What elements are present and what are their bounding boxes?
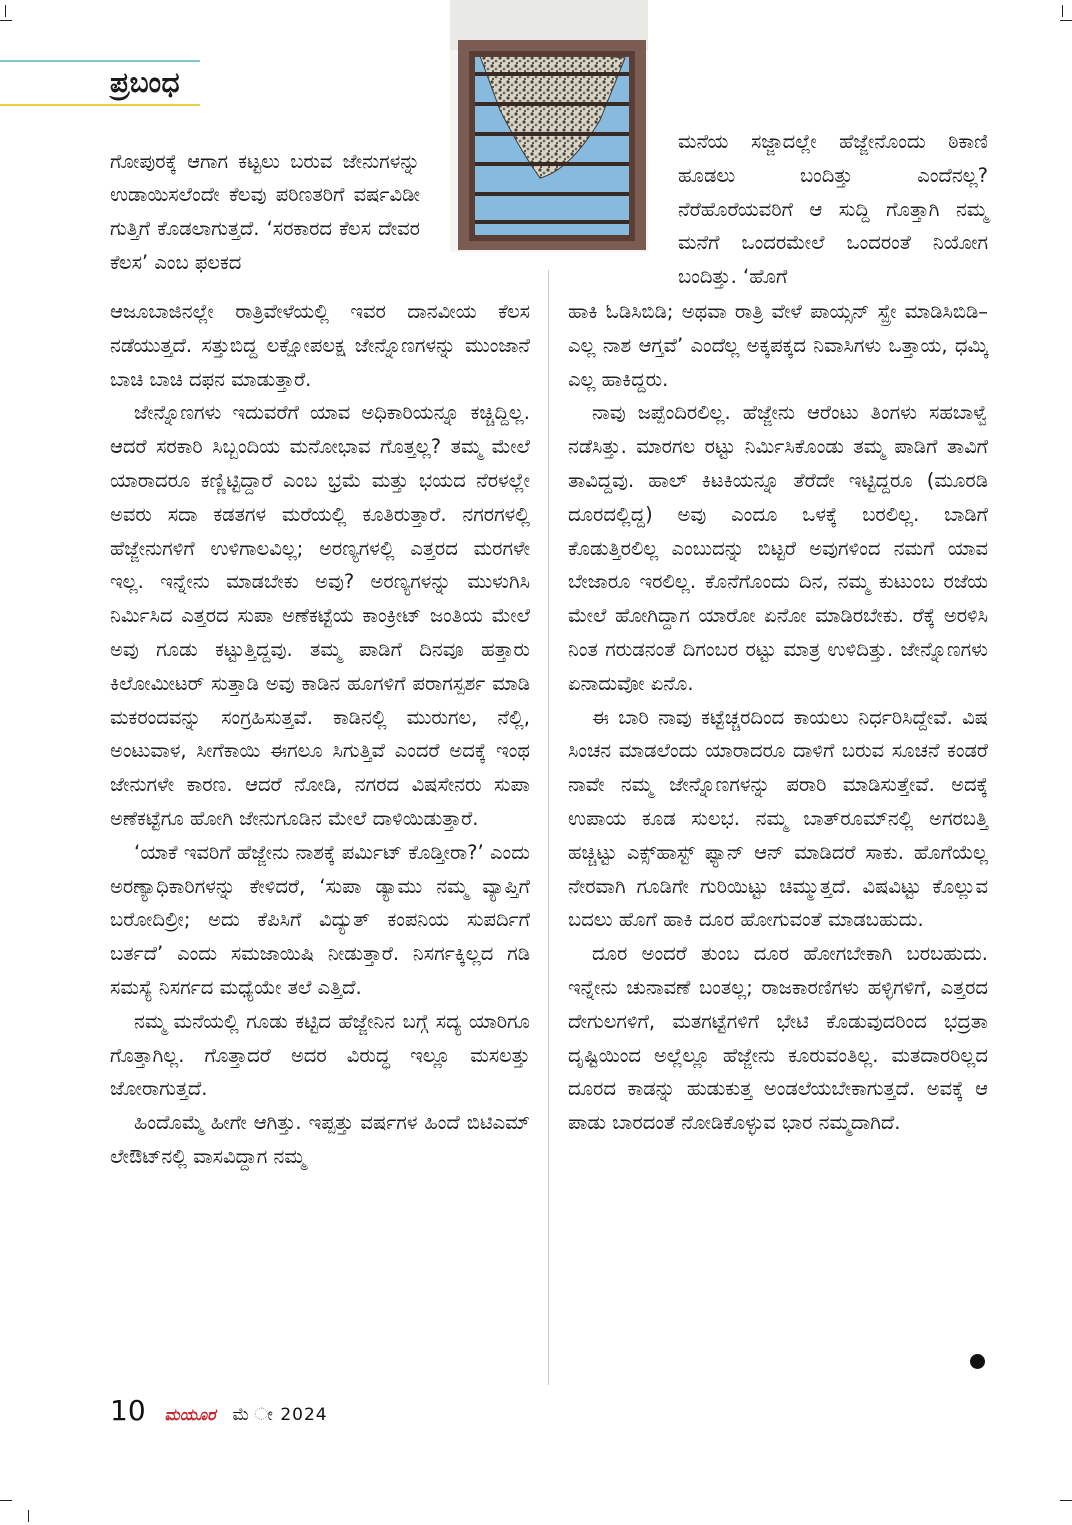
crop-mark — [1060, 1500, 1072, 1501]
column-2-top — [678, 125, 988, 294]
section-rule-teal — [0, 60, 200, 62]
page-footer — [110, 1394, 328, 1427]
paragraph: ಆಜೂಬಾಜಿನಲ್ಲೇ ರಾತ್ರಿವೇಳೆಯಲ್ಲಿ ಇವರ ದಾನವೀಯ ಕೆಲಸ ನಡೆಯುತ್ತದೆ. ಸತ್ತುಬಿದ್ದ ಲಕ್ಷೋಪಲಕ್ಷ ಜೇನ್ನೊಣಗಳನ್ನು ಮುಂಜಾನೆ ಬಾಚಿ ಬಾಚಿ ದಫನ ಮಾಡುತ್ತಾರೆ. — [110, 300, 530, 391]
section-rule-yellow — [0, 104, 200, 106]
paragraph: ಮನೆಯ ಸಜ್ಜಾದಲ್ಲೇ ಹೆಜ್ಜೇನೊಂದು ಠಿಕಾಣಿ ಹೂಡಲು ಬಂದಿತ್ತು ಎಂದೆನಲ್ಲ? ನೆರೆಹೊರೆಯವರಿಗೆ ಆ ಸುದ್ದಿ ಗೊತ್ತಾಗಿ ನಮ್ಮ ಮನೆಗೆ ಒಂದರಮೇಲೆ ಒಂದರಂತೆ ನಿಯೋಗ ಬಂದಿತ್ತು. ‘ಹೊಗೆ — [678, 130, 988, 289]
crop-mark — [0, 20, 12, 21]
paragraph: ಹಿಂದೊಮ್ಮೆ ಹೀಗೇ ಆಗಿತ್ತು. ಇಪ್ಪತ್ತು ವರ್ಷಗಳ ಹಿಂದೆ ಬಿಟಿಎಮ್ ಲೇಔಟ್‌ನಲ್ಲಿ ವಾಸವಿದ್ದಾಗ ನಮ್ಮ — [110, 1111, 530, 1168]
paragraph: ಗೋಪುರಕ್ಕೆ ಆಗಾಗ ಕಟ್ಟಲು ಬರುವ ಜೇನುಗಳನ್ನು ಉಡಾಯಿಸಲೆಂದೇ ಕೆಲವು ಪರಿಣತರಿಗೆ ವರ್ಷವಿಡೀ ಗುತ್ತಿಗೆ ಕೊಡಲಾಗುತ್ತದೆ. ‘ಸರಕಾರದ ಕೆಲಸ ದೇವರ ಕೆಲಸ’ ಎಂಬ ಫಲಕದ — [110, 149, 420, 274]
paragraph: ನಾವು ಜಪ್ಪೆಂದಿರಲಿಲ್ಲ. ಹೆಜ್ಜೇನು ಆರೆಂಟು ತಿಂಗಳು ಸಹಬಾಳ್ವೆ ನಡೆಸಿತ್ತು. ಮಾರಗಲ ರಟ್ಟು ನಿರ್ಮಿಸಿಕೊಂಡು ತಮ್ಮ ಪಾಡಿಗೆ ತಾವಿಗೆ ತಾವಿದ್ದವು. ಹಾಲ್ ಕಿಟಕಿಯನ್ನೂ ತೆರೆದೇ ಇಟ್ಟಿದ್ದರೂ (ಮೂರಡಿ ದೂರದಲ್ಲಿದ್ದ) ಅವು ಎಂದೂ ಒಳಕ್ಕೆ ಬರಲಿಲ್ಲ. ಬಾಡಿಗೆ ಕೊಡುತ್ತಿರಲಿಲ್ಲ ಎಂಬುದನ್ನು ಬಿಟ್ಟರೆ ಅವುಗಳಿಂದ ನಮಗೆ ಯಾವ ಬೇಜಾರೂ ಇರಲಿಲ್ಲ. ಕೊನೆಗೊಂದು ದಿನ, ನಮ್ಮ ಕುಟುಂಬ ರಜೆಯ ಮೇಲೆ ಹೋಗಿದ್ದಾಗ ಯಾರೋ ಏನೋ ಮಾಡಿರಬೇಕು. ರೆಕ್ಕೆ ಅರಳಿಸಿ ನಿಂತ ಗರುಡನಂತೆ ದಿಗಂಬರ ರಟ್ಟು ಮಾತ್ರ ಉಳಿದಿತ್ತು. ಜೇನ್ನೊಣಗಳು ಏನಾದುವೋ ಏನೊ. — [568, 401, 988, 695]
paragraph: ಈ ಬಾರಿ ನಾವು ಕಟ್ಟೆಚ್ಚರದಿಂದ ಕಾಯಲು ನಿರ್ಧರಿಸಿದ್ದೇವೆ. ವಿಷ ಸಿಂಚನ ಮಾಡಲೆಂದು ಯಾರಾದರೂ ದಾಳಿಗೆ ಬರುವ ಸೂಚನೆ ಕಂಡರೆ ನಾವೇ ನಮ್ಮ ಜೇನ್ನೊಣಗಳನ್ನು ಪರಾರಿ ಮಾಡಿಸುತ್ತೇವೆ. ಅದಕ್ಕೆ ಉಪಾಯ ಕೂಡ ಸುಲಭ. ನಮ್ಮ ಬಾತ್‌ರೂಮ್‌ನಲ್ಲಿ ಅಗರಬತ್ತಿ ಹಚ್ಚಿಟ್ಟು ಎಕ್ಸ್‌ಹಾಸ್ಟ್ ಫ್ಯಾನ್ ಆನ್ ಮಾಡಿದರೆ ಸಾಕು. ಹೊಗೆಯೆಲ್ಲ ನೇರವಾಗಿ ಗೂಡಿಗೇ ಗುರಿಯಿಟ್ಟು ಚಿಮ್ಮುತ್ತದೆ. ವಿಷವಿಟ್ಟು ಕೊಲ್ಲುವ ಬದಲು ಹೊಗೆ ಹಾಕಿ ದೂರ ಹೋಗುವಂತೆ ಮಾಡಬಹುದು. — [568, 705, 988, 932]
magazine-brand: ಮಯೂರ — [164, 1405, 216, 1424]
paragraph: ಹಾಕಿ ಓಡಿಸಿಬಿಡಿ; ಅಥವಾ ರಾತ್ರಿ ವೇಳೆ ಪಾಯ್ಸನ್ ಸ್ಪ್ರೇ ಮಾಡಿಸಿಬಿಡಿ– ಎಲ್ಲ ನಾಶ ಆಗ್ತವೆ’ ಎಂದೆಲ್ಲ ಅಕ್ಕಪಕ್ಕದ ನಿವಾಸಿಗಳು ಒತ್ತಾಯ, ಧಮ್ಕಿ ಎಲ್ಲ ಹಾಕಿದ್ದರು. — [568, 300, 988, 391]
crop-mark — [1062, 5, 1063, 17]
section-title: ಪ್ರಬಂಧ — [110, 66, 181, 99]
paragraph: ನಮ್ಮ ಮನೆಯಲ್ಲಿ ಗೂಡು ಕಟ್ಟಿದ ಹೆಜ್ಜೇನಿನ ಬಗ್ಗೆ ಸದ್ಯ ಯಾರಿಗೂ ಗೊತ್ತಾಗಿಲ್ಲ. ಗೊತ್ತಾದರೆ ಅದರ ವಿರುದ್ಧ ಇಲ್ಲೂ ಮಸಲತ್ತು ಜೋರಾಗುತ್ತದೆ. — [110, 1009, 530, 1101]
crop-mark — [5, 5, 6, 17]
beehive-window-illustration — [450, 0, 648, 252]
crop-mark — [0, 1500, 12, 1501]
page-number: 10 — [110, 1394, 146, 1427]
paragraph: ಜೇನ್ನೊಣಗಳು ಇದುವರೆಗೆ ಯಾವ ಅಧಿಕಾರಿಯನ್ನೂ ಕಚ್ಚಿದ್ದಿಲ್ಲ. ಆದರೆ ಸರಕಾರಿ ಸಿಬ್ಬಂದಿಯ ಮನೋಭಾವ ಗೊತ್ತಲ್ಲ? ತಮ್ಮ ಮೇಲೆ ಯಾರಾದರೂ ಕಣ್ಣಿಟ್ಟಿದ್ದಾರೆ ಎಂಬ ಭ್ರಮೆ ಮತ್ತು ಭಯದ ನೆರಳಲ್ಲೇ ಅವರು ಸದಾ ಕಡತಗಳ ಮರೆಯಲ್ಲಿ ಕೂತಿರುತ್ತಾರೆ. ನಗರಗಳಲ್ಲಿ ಹೆಜ್ಜೇನುಗಳಿಗೆ ಉಳಿಗಾಲವಿಲ್ಲ; ಅರಣ್ಯಗಳಲ್ಲಿ ಎತ್ತರದ ಮರಗಳೇ ಇಲ್ಲ. ಇನ್ನೇನು ಮಾಡಬೇಕು ಅವು? ಅರಣ್ಯಗಳನ್ನು ಮುಳುಗಿಸಿ ನಿರ್ಮಿಸಿದ ಎತ್ತರದ ಸುಪಾ ಅಣೆಕಟ್ಟೆಯ ಕಾಂಕ್ರೀಟ್ ಜಂತಿಯ ಮೇಲೆ ಅವು ಗೂಡು ಕಟ್ಟುತ್ತಿದ್ದವು. ತಮ್ಮ ಪಾಡಿಗೆ ದಿನವೂ ಹತ್ತಾರು ಕಿಲೋಮೀಟರ್ ಸುತ್ತಾಡಿ ಅವು ಕಾಡಿನ ಹೂಗಳಿಗೆ ಪರಾಗಸ್ಪರ್ಶ ಮಾಡಿ ಮಕರಂದವನ್ನು ಸಂಗ್ರಹಿಸುತ್ತವೆ. ಕಾಡಿನಲ್ಲಿ ಮುರುಗಲ, ನೆಲ್ಲಿ, ಅಂಟುವಾಳ, ಸೀಗೆಕಾಯಿ ಈಗಲೂ ಸಿಗುತ್ತಿವೆ ಎಂದರೆ ಅದಕ್ಕೆ ಇಂಥ ಜೇನುಗಳೇ ಕಾರಣ. ಆದರೆ ನೋಡಿ, ನಗರದ ವಿಷಸೇನರು ಸುಪಾ ಅಣೆಕಟ್ಟೆಗೂ ಹೋಗಿ ಜೇನುಗೂಡಿನ ಮೇಲೆ ದಾಳಿಯಿಡುತ್ತಾರೆ. — [110, 401, 530, 830]
column-2 — [568, 295, 988, 1140]
crop-mark — [28, 1510, 29, 1522]
crop-mark — [1060, 20, 1072, 21]
end-bullet-icon — [970, 1354, 985, 1369]
column-1-top — [110, 125, 420, 299]
column-1 — [110, 295, 530, 1174]
paragraph: ‘ಯಾಕೆ ಇವರಿಗೆ ಹೆಜ್ಜೇನು ನಾಶಕ್ಕೆ ಪರ್ಮಿಟ್ ಕೊಡ್ತೀರಾ?’ ಎಂದು ಅರಣ್ಯಾಧಿಕಾರಿಗಳನ್ನು ಕೇಳಿದರೆ, ‘ಸುಪಾ ಡ್ಯಾಮು ನಮ್ಮ ವ್ಯಾಪ್ತಿಗೆ ಬರೋದಿಲ್ರೀ; ಅದು ಕೆಪಿಸಿಗೆ ವಿದ್ಯುತ್ ಕಂಪನಿಯ ಸುಪರ್ದಿಗೆ ಬರ್ತದೆ’ ಎಂದು ಸಮಜಾಯಿಷಿ ನೀಡುತ್ತಾರೆ. ನಿಸರ್ಗಕ್ಕಿಲ್ಲದ ಗಡಿ ಸಮಸ್ಯೆ ನಿಸರ್ಗದ ಮಧ್ಯೆಯೇ ತಲೆ ಎತ್ತಿದೆ. — [110, 840, 530, 999]
column-divider — [548, 270, 549, 1385]
issue-date: ಮೆ ೕ 2024 — [232, 1405, 328, 1425]
paragraph: ದೂರ ಅಂದರೆ ತುಂಬ ದೂರ ಹೋಗಬೇಕಾಗಿ ಬರಬಹುದು. ಇನ್ನೇನು ಚುನಾವಣೆ ಬಂತಲ್ಲ; ರಾಜಕಾರಣಿಗಳು ಹಳ್ಳಿಗಳಿಗೆ, ಎತ್ತರದ ದೇಗುಲಗಳಿಗೆ, ಮತಗಟ್ಟೆಗಳಿಗೆ ಭೇಟಿ ಕೊಡುವುದರಿಂದ ಭದ್ರತಾ ದೃಷ್ಟಿಯಿಂದ ಅಲ್ಲೆಲ್ಲೂ ಹೆಜ್ಜೇನು ಕೂರುವಂತಿಲ್ಲ. ಮತದಾರರಿಲ್ಲದ ದೂರದ ಕಾಡನ್ನು ಹುಡುಕುತ್ತ ಅಂಡಲೆಯಬೇಕಾಗುತ್ತದೆ. ಅವಕ್ಕೆ ಆ ಪಾಡು ಬಾರದಂತೆ ನೋಡಿಕೊಳ್ಳುವ ಭಾರ ನಮ್ಮದಾಗಿದೆ. — [568, 942, 988, 1135]
